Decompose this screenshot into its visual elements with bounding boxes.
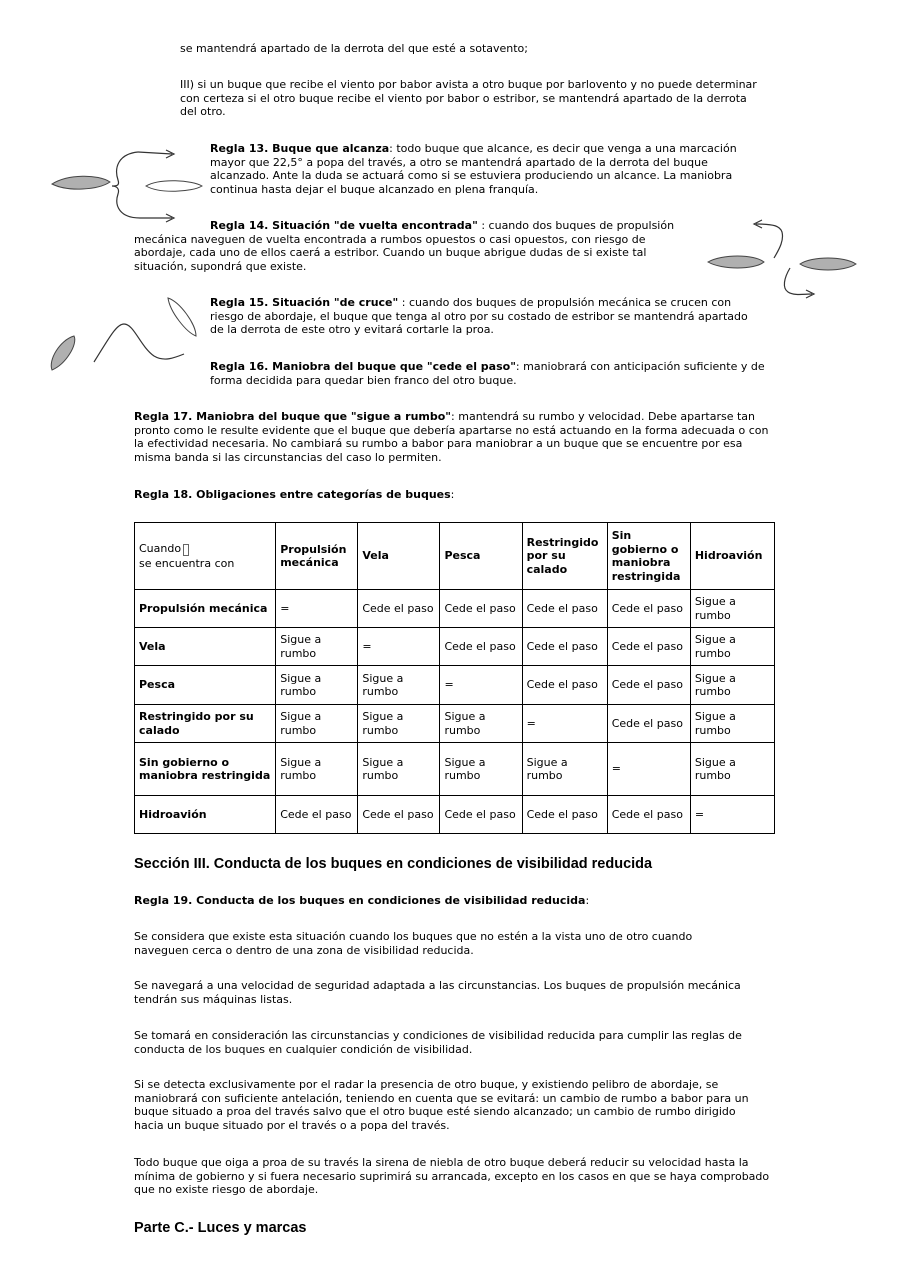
table-cell: Sigue a rumbo <box>276 705 358 743</box>
table-cell: = <box>276 590 358 628</box>
table-cell: Cede el paso <box>440 628 522 666</box>
table-cell: Sigue a rumbo <box>276 628 358 666</box>
part-heading: Parte C.- Luces y marcas <box>134 1220 307 1236</box>
paragraph: Todo buque que oiga a proa de su través la sirena de niebla de otro buque deberá reducir su velocidad hasta la mínima de gobierno y si fuera necesario suprimirá su arrancada, excepto en los casos en que se haya comprobado que no existe riesgo de abordaje. <box>134 1156 770 1197</box>
table-cell: Cede el paso <box>607 796 690 834</box>
section-heading: Sección III. Conducta de los buques en condiciones de visibilidad reducida <box>134 856 653 872</box>
row-header: Vela <box>135 628 276 666</box>
intro-paragraph-iii: III) si un buque que recibe el viento por babor avista a otro buque por barlovento y no puede determinar con certeza si el otro buque recibe el viento por babor o estribor, se mantendrá apartado de la derrota del otro. <box>180 78 757 119</box>
table-header-row <box>135 523 775 590</box>
table-cell: = <box>690 796 774 834</box>
table-cell: = <box>440 666 522 705</box>
table-cell: Sigue a rumbo <box>276 743 358 796</box>
row-header: Sin gobierno o maniobra restringida <box>135 743 276 796</box>
table-cell: Cede el paso <box>276 796 358 834</box>
paragraph: Se tomará en consideración las circunstancias y condiciones de visibilidad reducida para cumplir las reglas de conducta de los buques en cualquier condición de visibilidad. <box>134 1029 742 1056</box>
rule-18: Regla 18. Obligaciones entre categorías de buques: <box>134 488 455 501</box>
table-cell: Sigue a rumbo <box>690 590 774 628</box>
table-row <box>135 743 775 796</box>
table-header: Sin gobierno o maniobra restringida <box>607 523 690 590</box>
rule-15: Regla 15. Situación "de cruce" : cuando dos buques de propulsión mecánica se crucen con riesgo de abordaje, el buque que tenga al otro por su costado de estribor se mantendrá apartado de la derrota de este otro y evitará cortarle la proa. <box>210 296 748 337</box>
table-cell: Cede el paso <box>522 796 607 834</box>
overtaking-diagram <box>48 146 208 224</box>
table-row <box>135 628 775 666</box>
rule-17: Regla 17. Maniobra del buque que "sigue a rumbo": mantendrá su rumbo y velocidad. Debe apartarse tan pronto como le resulte evidente que el buque que debería apartarse no está actuando en la forma adecuada o con la efectividad necesaria. No cambiará su rumbo a babor para maniobrar a un buque que se encuentre por esa misma banda si las circunstancias del caso lo permiten. <box>134 410 769 464</box>
obligations-table <box>134 522 775 834</box>
arrow-down-icon <box>183 544 189 556</box>
table-row <box>135 666 775 705</box>
rule-14: Regla 14. Situación "de vuelta encontrada" : cuando dos buques de propulsión mecánica naveguen de vuelta encontrada a rumbos opuestos o casi opuestos, con riesgo de abordaje, cada uno de ellos caerá a estribor. Cuando un buque abrigue dudas de si existe tal situación, supondrá que existe. <box>134 219 675 273</box>
row-header: Propulsión mecánica <box>135 590 276 628</box>
table-cell: Cede el paso <box>358 796 440 834</box>
table-header: Propulsión mecánica <box>276 523 358 590</box>
table-header: Vela <box>358 523 440 590</box>
table-cell: Cede el paso <box>440 590 522 628</box>
corner-line-1: Cuando <box>139 542 271 558</box>
table-cell: = <box>522 705 607 743</box>
intro-line: se mantendrá apartado de la derrota del que esté a sotavento; <box>180 42 528 55</box>
table-cell: = <box>358 628 440 666</box>
rule-16: Regla 16. Maniobra del buque que "cede el paso": maniobrará con anticipación suficiente y de forma decidida para quedar bien franco del otro buque. <box>210 360 765 387</box>
table-cell: Sigue a rumbo <box>690 705 774 743</box>
table-cell: Sigue a rumbo <box>358 705 440 743</box>
table-header: Pesca <box>440 523 522 590</box>
rule-19: Regla 19. Conducta de los buques en condiciones de visibilidad reducida: <box>134 894 590 907</box>
row-header: Pesca <box>135 666 276 705</box>
table-cell: Cede el paso <box>522 628 607 666</box>
table-corner-cell <box>135 523 276 590</box>
table-cell: Sigue a rumbo <box>358 743 440 796</box>
row-header: Hidroavión <box>135 796 276 834</box>
crossing-diagram <box>44 294 208 380</box>
table-cell: Cede el paso <box>607 705 690 743</box>
table-cell: Sigue a rumbo <box>690 628 774 666</box>
table-cell: Sigue a rumbo <box>440 705 522 743</box>
table-cell: Cede el paso <box>522 590 607 628</box>
paragraph: Se navegará a una velocidad de seguridad adaptada a las circunstancias. Los buques de propulsión mecánica tendrán sus máquinas listas. <box>134 979 741 1006</box>
table-cell: Sigue a rumbo <box>690 743 774 796</box>
table-cell: = <box>607 743 690 796</box>
table-cell: Sigue a rumbo <box>690 666 774 705</box>
head-on-diagram <box>704 218 864 300</box>
corner-line-2: se encuentra con <box>139 557 235 570</box>
paragraph: Si se detecta exclusivamente por el radar la presencia de otro buque, y existiendo pelibro de abordaje, se maniobrará con suficiente antelación, teniendo en cuenta que se evitará: un cambio de rumbo a babor para un buque situado a proa del través salvo que el otro buque esté siendo alcanzado; un cambio de rumbo dirigido hacia un buque situado por el través o a popa del través. <box>134 1078 749 1132</box>
table-cell: Cede el paso <box>440 796 522 834</box>
table-header: Hidroavión <box>690 523 774 590</box>
table-cell: Sigue a rumbo <box>440 743 522 796</box>
table-cell: Sigue a rumbo <box>522 743 607 796</box>
table-cell: Sigue a rumbo <box>358 666 440 705</box>
table-cell: Sigue a rumbo <box>276 666 358 705</box>
table-cell: Cede el paso <box>607 590 690 628</box>
table-header: Restringido por su calado <box>522 523 607 590</box>
table-row <box>135 590 775 628</box>
table-cell: Cede el paso <box>358 590 440 628</box>
rule-13: Regla 13. Buque que alcanza: todo buque que alcance, es decir que venga a una marcación mayor que 22,5° a popa del través, a otro se mantendrá apartado de la derrota del buque alcanzado. Ante la duda se actuará como si se estuviera produciendo un alcance. La maniobra continua hasta dejar el buque alcanzado en plena franquía. <box>210 142 737 196</box>
paragraph: Se considera que existe esta situación cuando los buques que no estén a la vista uno de otro cuando naveguen cerca o dentro de una zona de visibilidad reducida. <box>134 930 693 957</box>
table-cell: Cede el paso <box>607 666 690 705</box>
table-row <box>135 796 775 834</box>
table-row <box>135 705 775 743</box>
table-cell: Cede el paso <box>607 628 690 666</box>
table-cell: Cede el paso <box>522 666 607 705</box>
row-header: Restringido por su calado <box>135 705 276 743</box>
